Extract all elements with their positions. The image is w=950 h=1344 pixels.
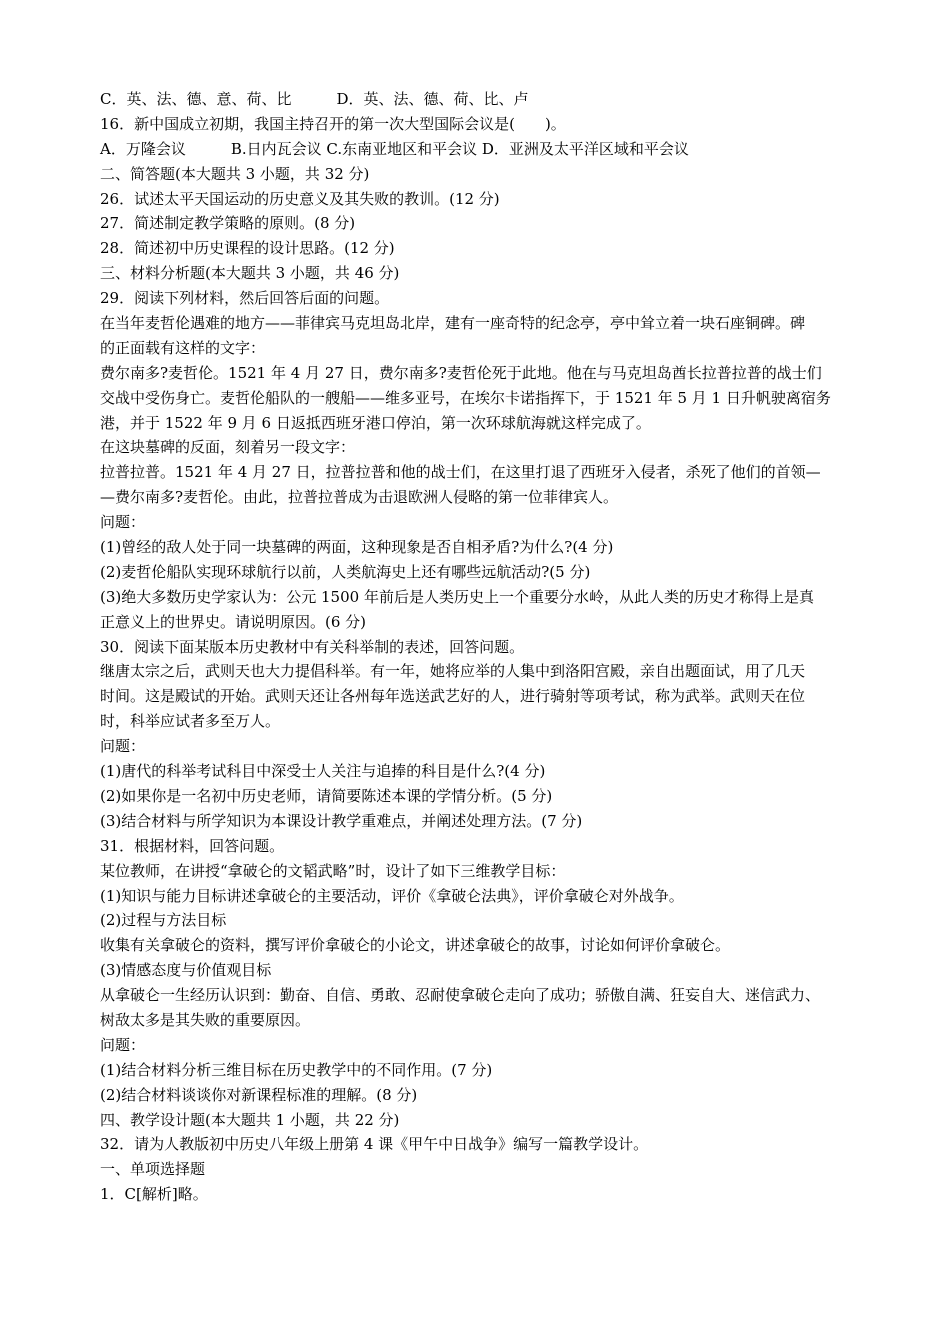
question-30: 30．阅读下面某版本历史教材中有关科举制的表述，回答问题。 bbox=[100, 637, 525, 656]
material-29-paragraph: 在这块墓碑的反面，刻着另一段文字： bbox=[100, 438, 356, 457]
question-28: 28．简述初中历史课程的设计思路。(12 分) bbox=[100, 239, 395, 258]
subquestion-31-2: (2)结合材料谈谈你对新课程标准的理解。(8 分) bbox=[100, 1085, 418, 1104]
material-29-paragraph: —费尔南多?麦哲伦。由此，拉普拉普成为击退欧洲人侵略的第一位菲律宾人。 bbox=[100, 488, 619, 507]
question-27: 27．简述制定教学策略的原则。(8 分) bbox=[100, 214, 356, 233]
question-29: 29．阅读下列材料，然后回答后面的问题。 bbox=[100, 289, 390, 308]
subquestion-29-1: (1)曾经的敌人处于同一块墓碑的两面，这种现象是否自相矛盾?为什么?(4 分) bbox=[100, 538, 614, 557]
material-31-goal-2-body: 收集有关拿破仑的资料，撰写评价拿破仑的小论文，讲述拿破仑的故事，讨论如何评价拿破仑。 bbox=[100, 936, 731, 955]
material-31-goal-1: (1)知识与能力目标讲述拿破仑的主要活动，评价《拿破仑法典》，评价拿破仑对外战争。 bbox=[100, 886, 684, 905]
question-31: 31．根据材料，回答问题。 bbox=[100, 836, 285, 855]
questions-label: 问题： bbox=[100, 737, 146, 756]
material-31-goal-2-heading: (2)过程与方法目标 bbox=[100, 911, 227, 930]
material-31-goal-3-heading: (3)情感态度与价值观目标 bbox=[100, 961, 272, 980]
section-heading-material-analysis: 三、材料分析题(本大题共 3 小题，共 46 分) bbox=[100, 264, 400, 283]
question-16: 16．新中国成立初期，我国主持召开的第一次大型国际会议是( )。 bbox=[100, 114, 566, 133]
section-heading-teaching-design: 四、教学设计题(本大题共 1 小题，共 22 分) bbox=[100, 1110, 400, 1129]
subquestion-29-2: (2)麦哲伦船队实现环球航行以前，人类航海史上还有哪些远航活动?(5 分) bbox=[100, 562, 591, 581]
material-30-paragraph: 继唐太宗之后，武则天也大力提倡科举。有一年，她将应举的人集中到洛阳宫殿，亲自出题面试，用了几天 bbox=[100, 662, 806, 681]
subquestion-29-3: 正意义上的世界史。请说明原因。(6 分) bbox=[100, 612, 367, 631]
answer-1: 1．C[解析]略。 bbox=[100, 1185, 208, 1204]
material-31-goal-3-body: 从拿破仑一生经历认识到：勤奋、自信、勇敢、忍耐使拿破仑走向了成功；骄傲自满、狂妄自大、迷信武力、 bbox=[100, 986, 821, 1005]
material-29-paragraph: 费尔南多?麦哲伦。1521 年 4 月 27 日，费尔南多?麦哲伦死于此地。他在与马克坦岛酋长拉普拉普的战士们 bbox=[100, 363, 822, 382]
options-16: A．万隆会议 B.日内瓦会议 C.东南亚地区和平会议 D．亚洲及太平洋区域和平会议 bbox=[100, 139, 689, 158]
material-30-paragraph: 时间。这是殿试的开始。武则天还让各州每年选送武艺好的人，进行骑射等项考试，称为武举。武则天在位 bbox=[100, 687, 806, 706]
material-29-paragraph: 港，并于 1522 年 9 月 6 日返抵西班牙港口停泊，第一次环球航海就这样完成了。 bbox=[100, 413, 651, 432]
subquestion-29-3: (3)绝大多数历史学家认为：公元 1500 年前后是人类历史上一个重要分水岭，从此人类的历史才称得上是真 bbox=[100, 587, 814, 606]
section-heading-short-answer: 二、简答题(本大题共 3 小题，共 32 分) bbox=[100, 164, 370, 183]
material-31-goal-3-body: 树敌太多是其失败的重要原因。 bbox=[100, 1010, 311, 1029]
material-29-paragraph: 在当年麦哲伦遇难的地方——菲律宾马克坦岛北岸，建有一座奇特的纪念亭，亭中耸立着一块石座铜碑。碑 bbox=[100, 314, 806, 333]
question-32: 32．请为人教版初中历史八年级上册第 4 课《甲午中日战争》编写一篇教学设计。 bbox=[100, 1135, 649, 1154]
material-29-paragraph: 交战中受伤身亡。麦哲伦船队的一艘船——维多亚号，在埃尔卡诺指挥下，于 1521 年 5 月 1 日升帆驶离宿务 bbox=[100, 388, 831, 407]
document-body bbox=[100, 87, 860, 1207]
option-line-cd: C．英、法、德、意、荷、比 D．英、法、德、荷、比、卢 bbox=[100, 90, 529, 108]
questions-label: 问题： bbox=[100, 513, 146, 532]
questions-label: 问题： bbox=[100, 1035, 146, 1054]
answer-section-heading: 一、单项选择题 bbox=[100, 1160, 206, 1179]
material-29-paragraph: 的正面载有这样的文字： bbox=[100, 338, 266, 357]
material-31-paragraph: 某位教师，在讲授“拿破仑的文韬武略”时，设计了如下三维教学目标： bbox=[100, 861, 566, 880]
subquestion-30-3: (3)结合材料与所学知识为本课设计教学重难点，并阐述处理方法。(7 分) bbox=[100, 811, 583, 830]
material-30-paragraph: 时，科举应试者多至万人。 bbox=[100, 712, 281, 731]
question-26: 26．试述太平天国运动的历史意义及其失败的教训。(12 分) bbox=[100, 189, 500, 208]
material-29-paragraph: 拉普拉普。1521 年 4 月 27 日，拉普拉普和他的战士们，在这里打退了西班牙入侵者，杀死了他们的首领— bbox=[100, 463, 821, 482]
subquestion-31-1: (1)结合材料分析三维目标在历史教学中的不同作用。(7 分) bbox=[100, 1060, 493, 1079]
subquestion-30-2: (2)如果你是一名初中历史老师，请简要陈述本课的学情分析。(5 分) bbox=[100, 786, 553, 805]
subquestion-30-1: (1)唐代的科举考试科目中深受士人关注与追捧的科目是什么?(4 分) bbox=[100, 762, 546, 781]
